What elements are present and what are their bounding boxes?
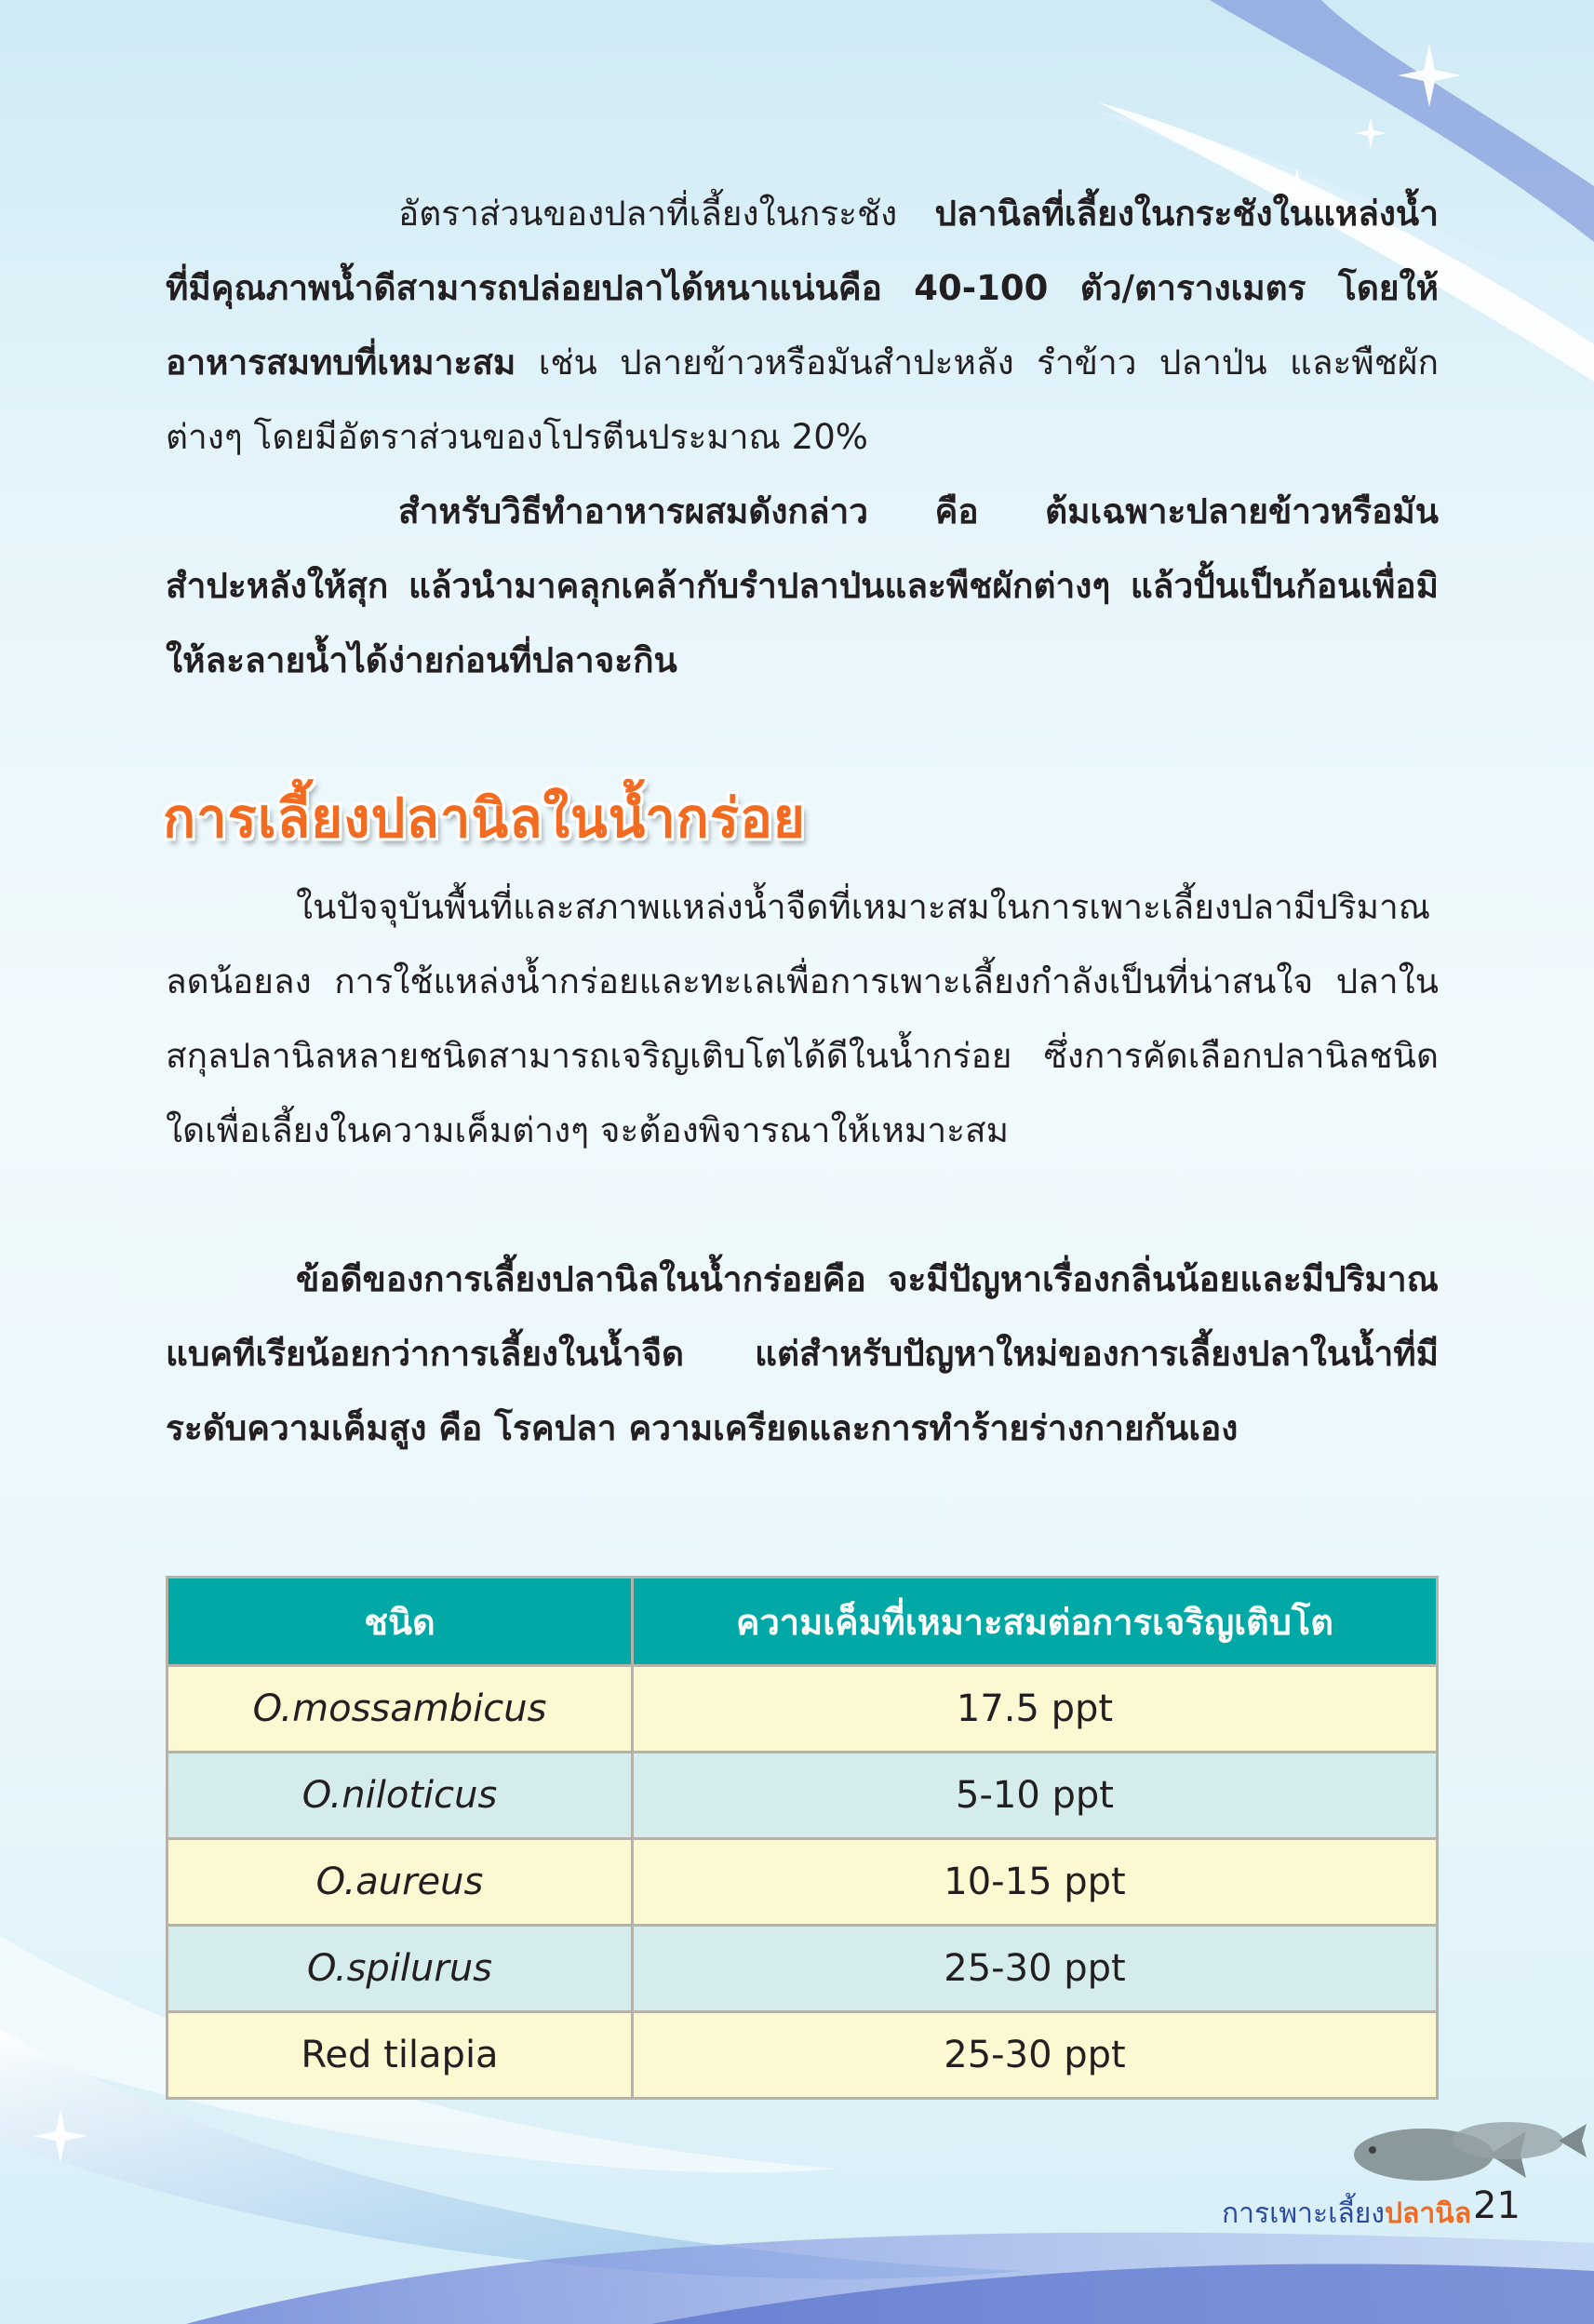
table-header-row [167,1578,1438,1666]
footer-title-prefix: การเพาะเลี้ยง [1222,2197,1385,2230]
species-cell: O.niloticus [167,1753,633,1839]
paragraph-feed-recipe [166,475,1439,698]
species-cell: O.aureus [167,1839,633,1926]
salinity-table [166,1576,1439,2100]
paragraph1-rest: เช่น ปลายข้าวหรือมันสำปะหลัง รำข้าว ปลาป่น และพืชผักต่างๆ โดยมีอัตราส่วนของโปรตีนประมาณ 20% [166,343,1439,457]
paragraph2-bold: สำหรับวิธีทำอาหารผสมดังกล่าว คือ ต้มเฉพาะปลายข้าวหรือมันสำปะหลังให้สุก แล้วนำมาคลุกเคล้ากับรำปลาป่นและพืชผักต่างๆ แล้วปั้นเป็นก้อนเพื่อมิให้ละลายน้ำได้ง่ายก่อนที่ปลาจะกิน [166,491,1439,680]
table-row [167,1839,1438,1926]
paragraph1-bold: ปลานิลที่เลี้ยงในกระชังในแหล่งน้ำที่มีคุณภาพน้ำดีสามารถปล่อยปลาได้หนาแน่นคือ 40-100 ตัว/ตารางเมตร โดยให้อาหารสมทบที่เหมาะสม [166,194,1439,383]
section-heading: การเลี้ยงปลานิลในน้ำกร่อย [163,786,806,850]
header-salinity: ความเค็มที่เหมาะสมต่อการเจริญเติบโต [633,1578,1438,1666]
salinity-cell: 10-15 ppt [633,1839,1438,1926]
paragraph1-lead: อัตราส่วนของปลาที่เลี้ยงในกระชัง [398,194,898,234]
paragraph3-text: ในปัจจุบันพื้นที่และสภาพแหล่งน้ำจืดที่เหมาะสมในการเพาะเลี้ยงปลามีปริมาณลดน้อยลง การใช้แหล่งน้ำกร่อยและทะเลเพื่อการเพาะเลี้ยงกำลังเป็นที่น่าสนใจ ปลาในสกุลปลานิลหลายชนิดสามารถเจริญเติบโตได้ดีในน้ำกร่อย ซึ่งการคัดเลือกปลานิลชนิดใดเพื่อเลี้ยงในความเค็มต่างๆ จะต้องพิจารณาให้เหมาะสม [166,887,1439,1150]
salinity-cell: 17.5 ppt [633,1666,1438,1753]
page-number: 21 [1473,2184,1520,2227]
paragraph-brackish-advantages [166,1243,1439,1466]
footer-title-accent: ปลานิล [1384,2197,1472,2230]
table-row [167,1666,1438,1753]
table-row [167,1926,1438,2012]
footer-book-title [1222,2192,1471,2236]
paragraph-brackish-intro [166,870,1439,1168]
table-row [167,2012,1438,2099]
salinity-cell: 5-10 ppt [633,1753,1438,1839]
species-cell: O.spilurus [167,1926,633,2012]
paragraph4-text: ข้อดีของการเลี้ยงปลานิลในน้ำกร่อยคือ จะมีปัญหาเรื่องกลิ่นน้อยและมีปริมาณแบคทีเรียน้อยกว่าการเลี้ยงในน้ำจืด แต่สำหรับปัญหาใหม่ของการเลี้ยงปลาในน้ำที่มีระดับความเค็มสูง คือ โรคปลา ความเครียดและการทำร้ายร่างกายกันเอง [166,1259,1439,1448]
fish-illustration [1354,2122,1587,2181]
salinity-cell: 25-30 ppt [633,2012,1438,2099]
table-row [167,1753,1438,1839]
salinity-cell: 25-30 ppt [633,1926,1438,2012]
header-species: ชนิด [167,1578,633,1666]
species-cell: O.mossambicus [167,1666,633,1753]
species-cell: Red tilapia [167,2012,633,2099]
paragraph-cage-stocking [166,177,1439,475]
